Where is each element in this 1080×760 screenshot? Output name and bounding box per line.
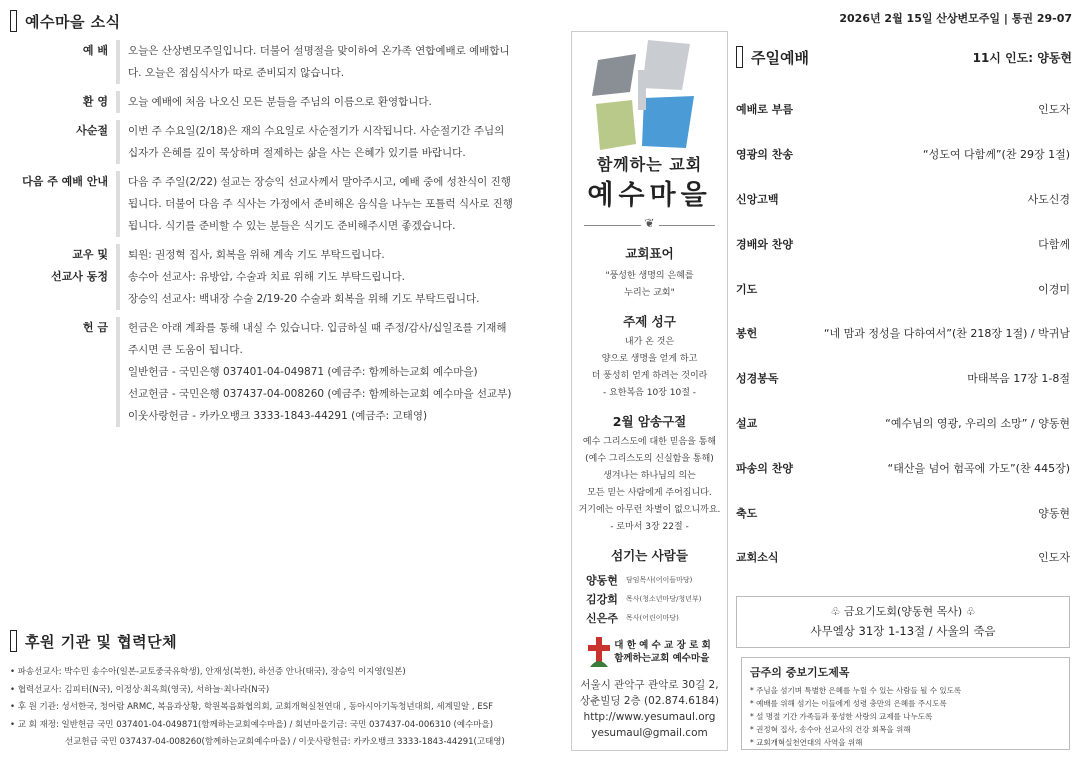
order-value: 마태복음 17장 1-8절: [967, 372, 1070, 386]
worship-header: [736, 46, 1072, 68]
worship-title: 주일예배: [751, 48, 809, 67]
news-item: [10, 317, 550, 427]
worship-order: [736, 87, 1070, 580]
order-row: [736, 535, 1070, 580]
ornament-divider: [572, 218, 727, 234]
order-value: 인도자: [1038, 103, 1070, 117]
news-item: [10, 171, 550, 237]
support-item: 선교헌금 국민 037437-04-008260(함께하는교회예수마을) / 이웃사랑헌금: 카카오뱅크 3333-1843-44291(고태영): [65, 737, 505, 747]
section-marker: [10, 10, 17, 32]
news-divider: [116, 171, 120, 237]
church-logo: [590, 40, 710, 152]
intercession-title: 금주의 중보기도제목: [750, 666, 850, 679]
support-section: [10, 628, 555, 752]
order-row: [736, 87, 1070, 132]
friday-prayer-text: 사무엘상 31장 1-13절 / 사울의 죽음: [810, 624, 996, 638]
news-label: 사순절: [76, 124, 108, 137]
support-list: [10, 664, 555, 752]
order-row: [736, 266, 1070, 311]
news-line: 오늘은 산상변모주일입니다. 더불어 설명절을 맞이하여 온가족 연합예배로 예배합니: [128, 45, 510, 57]
intercession-item: * 주님을 섬기며 특별한 은혜를 누릴 수 있는 사람들 될 수 있도록: [750, 686, 962, 695]
order-item: 성경봉독: [736, 372, 779, 386]
order-value: 이경미: [1038, 282, 1070, 296]
intercession-box: [741, 657, 1070, 750]
theme-line: - 요한복음 10장 10절 -: [602, 388, 696, 398]
order-row: [736, 132, 1070, 177]
news-line: 헌금은 아래 계좌를 통해 내실 수 있습니다. 입금하실 때 주정/감사/십일조를 기재해: [128, 322, 507, 334]
motto-title: 교회표어: [625, 246, 674, 261]
news-line: 다. 오늘은 점심식사가 따로 준비되지 않습니다.: [128, 67, 345, 79]
address-line: 상춘빌딩 2층 (02.874.6184): [579, 695, 720, 707]
order-item: 영광의 찬송: [736, 148, 793, 162]
order-value: “태산을 넘어 험곡에 가도”(찬 445장): [887, 461, 1070, 475]
news-divider: [116, 40, 120, 84]
server-role: 목사(청소년마당/청년부): [626, 594, 702, 603]
news-divider: [116, 317, 120, 427]
order-row: [736, 311, 1070, 356]
motto-line: "풍성한 생명의 은혜를: [605, 271, 694, 281]
support-item: • 협력선교사: 김피터(N국), 이정상·최옥희(영국), 서하늘·최나라(N국): [10, 684, 270, 695]
motto-line: 누리는 교회": [624, 288, 675, 298]
order-row: [736, 177, 1070, 222]
church-name: 예수마을: [587, 180, 712, 211]
server-name: 양동현: [586, 573, 618, 587]
news-line: 장승익 선교사: 백내장 수술 2/19-20 수술과 회복을 위해 기도 부탁드립니다.: [128, 293, 480, 305]
order-item: 파송의 찬양: [736, 461, 793, 475]
server-row: [586, 608, 727, 627]
intercession-item: * 권정혁 집사, 송수아 선교사의 건강 회복을 위해: [750, 725, 911, 734]
order-row: [736, 445, 1070, 490]
news-divider: [116, 244, 120, 310]
order-value: 사도신경: [1027, 192, 1070, 206]
address-line: 서울시 관악구 관악로 30길 2,: [580, 679, 719, 691]
memory-line: 생겨나는 하나님의 의는: [603, 471, 696, 481]
servers-title: 섬기는 사람들: [611, 548, 688, 563]
server-row: [586, 570, 727, 589]
news-title: 예수마을 소식: [25, 12, 121, 31]
news-line: 이번 주 수요일(2/18)은 재의 수요일로 사순절기가 시작됩니다. 사순절기간 주님의: [128, 125, 505, 137]
denomination-church: 함께하는교회 예수마을: [614, 653, 710, 664]
news-line: 송수아 선교사: 유방암, 수술과 치료 위해 기도 부탁드립니다.: [128, 271, 406, 283]
news-divider: [116, 91, 120, 113]
order-item: 경배와 찬양: [736, 237, 793, 251]
news-label: 환 영: [82, 95, 108, 108]
order-value: “네 맘과 정성을 다하여서”(찬 218장 1절) / 박귀남: [823, 327, 1070, 341]
support-title: 후원 기관 및 협력단체: [25, 632, 178, 651]
servers-list: [572, 570, 727, 627]
news-line: 됩니다. 식기를 준비할 수 있는 분들은 식기도 준비해주시면 좋겠습니다.: [128, 220, 456, 232]
church-slogan: 함께하는 교회: [596, 155, 703, 174]
support-item: • 파송선교사: 박수민 송수아(일본-교토중국유학생), 안재성(북한), 하선증 안나(태국), 장승익 이지영(일본): [10, 667, 406, 677]
order-value: 양동현: [1038, 506, 1070, 520]
news-divider: [116, 120, 120, 164]
support-item: • 교 회 재정: 일반헌금 국민 037401-04-049871(함께하는교회예수마을) / 회년마을기금: 국민 037437-04-006310 (예수마을): [10, 719, 494, 730]
memory-line: - 로마서 3장 22절 -: [610, 522, 689, 532]
news-line: 이웃사랑헌금 - 카카오뱅크 3333-1843-44291 (예금주: 고태영): [128, 410, 428, 422]
church-info-panel: [571, 31, 728, 751]
news-item: [10, 40, 550, 84]
memory-line: 모든 믿는 사람에게 주어집니다.: [587, 488, 712, 498]
order-item: 교회소식: [736, 551, 779, 565]
news-item: [10, 120, 550, 164]
theme-line: 내가 온 것은: [624, 337, 675, 347]
news-line: 됩니다. 더불어 다음 주 식사는 가정에서 준비해온 음식을 나누는 포틀럭 식사로 진행: [128, 198, 513, 210]
order-row: [736, 356, 1070, 401]
order-item: 기도: [736, 282, 758, 296]
memory-title: 2월 암송구절: [612, 414, 687, 429]
intercession-item: * 설 명절 기간 가족들과 풍성한 사랑의 교제를 나누도록: [750, 712, 933, 721]
order-value: 다함께: [1038, 237, 1070, 251]
server-role: 목사(어린이마당): [626, 613, 679, 622]
order-value: “성도여 다함께”(찬 29장 1절): [922, 148, 1070, 162]
website-link[interactable]: http://www.yesumaul.org: [583, 711, 716, 723]
news-header: [10, 8, 555, 34]
email-link[interactable]: yesumaul@gmail.com: [591, 727, 708, 739]
memory-line: (예수 그리스도의 신실함을 통해): [585, 454, 714, 464]
church-address: [572, 677, 727, 741]
denomination-name: 대 한 예 수 교 장 로 회: [614, 640, 711, 651]
order-value: “예수님의 영광, 우리의 소망” / 양동현: [885, 416, 1070, 430]
section-marker: [10, 630, 17, 652]
order-item: 설교: [736, 416, 758, 430]
order-item: 봉헌: [736, 327, 758, 341]
order-row: [736, 221, 1070, 266]
theme-title: 주제 성구: [623, 314, 676, 329]
theme-line: 더 풍성히 얻게 하려는 것이라: [591, 371, 708, 381]
order-item: 축도: [736, 506, 758, 520]
theme-line: 양으로 생명을 얻게 하고: [601, 354, 698, 364]
order-item: 예배로 부름: [736, 103, 793, 117]
denomination-cross-icon: [588, 637, 610, 667]
server-name: 신은주: [586, 611, 618, 625]
bulletin-date: 2026년 2월 15일 산상변모주일 | 통권 29-07: [839, 12, 1072, 25]
news-label: 예 배: [82, 44, 108, 57]
news-line: 주시면 큰 도움이 됩니다.: [128, 344, 243, 356]
friday-prayer-title: ♧ 금요기도회(양동현 목사) ♧: [830, 605, 976, 618]
server-role: 담임목사(어이들마당): [626, 575, 693, 584]
news-label: 헌 금: [82, 321, 108, 334]
order-item: 신앙고백: [736, 192, 779, 206]
order-row: [736, 401, 1070, 446]
denomination: [572, 637, 727, 667]
memory-line: 거기에는 아무런 차별이 없으니까요.: [578, 505, 721, 515]
section-marker: [736, 46, 743, 68]
news-line: 선교헌금 - 국민은행 037437-04-008260 (예금주: 함께하는교회 예수마을 선교부): [128, 388, 512, 400]
server-name: 김강희: [586, 592, 618, 606]
news-line: 십자가 은혜를 깊이 묵상하며 절제하는 삶을 사는 은혜가 있기를 바랍니다.: [128, 147, 466, 159]
news-label: 교우 및: [72, 248, 108, 261]
news-line: 오늘 예배에 처음 나오신 모든 분들을 주님의 이름으로 환영합니다.: [128, 96, 432, 108]
order-row: [736, 490, 1070, 535]
order-value: 인도자: [1038, 551, 1070, 565]
news-line: 퇴원: 권정혁 집사, 회복을 위해 계속 기도 부탁드립니다.: [128, 249, 385, 261]
news-label: 다음 주 예배 안내: [22, 175, 108, 188]
news-line: 일반헌금 - 국민은행 037401-04-049871 (예금주: 함께하는교회 예수마을): [128, 366, 478, 378]
support-item: • 후 원 기관: 성서한국, 청어람 ARMC, 복음과상황, 학원복음화협의회, 교회개혁실천연대 , 동아시아기독청년대회, 세계밀알 , ESF: [10, 702, 493, 712]
intercession-item: * 교회개혁실천연대의 사역을 위해: [750, 738, 863, 747]
news-line: 다음 주 주일(2/22) 설교는 장승익 선교사께서 말아주시고, 예배 중에 성찬식이 진행: [128, 176, 511, 188]
news-list: [10, 40, 550, 434]
intercession-item: * 예배를 위해 섬기는 이들에게 성령 충만의 은혜를 주시도록: [750, 699, 947, 708]
news-item: [10, 244, 550, 310]
friday-prayer-box: [736, 596, 1070, 648]
news-item: [10, 91, 550, 113]
worship-time: 11시 인도: 양동현: [972, 50, 1072, 65]
memory-line: 예수 그리스도에 대한 믿음을 통해: [582, 437, 717, 447]
server-row: [586, 589, 727, 608]
news-label: 선교사 동정: [51, 270, 108, 283]
